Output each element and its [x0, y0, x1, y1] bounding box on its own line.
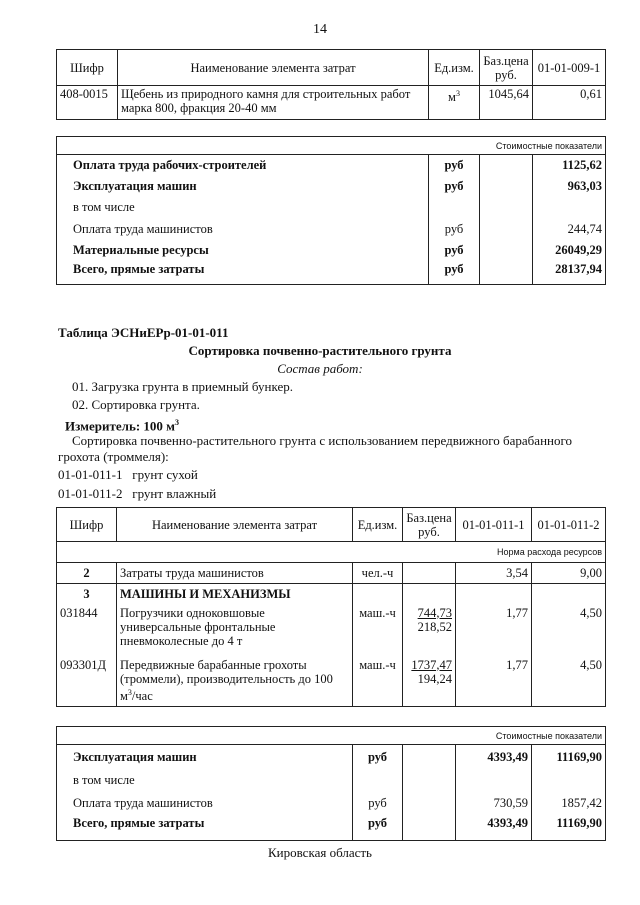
- page-number: 14: [313, 22, 327, 37]
- summary-label: Эксплуатация машин: [57, 745, 353, 769]
- section-label: Стоимостные показатели: [57, 137, 606, 155]
- machine-col1: 1,77: [456, 605, 532, 657]
- cost-table-2: [56, 507, 606, 841]
- machine-name: Погрузчики одноковшовые универсальные фронтальные пневмоколесные до 4 т: [117, 605, 353, 657]
- summary-row: [57, 197, 606, 218]
- variant-label: грунт влажный: [132, 486, 217, 501]
- work-step: 02. Сортировка грунта.: [72, 397, 200, 412]
- summary-row: [57, 261, 606, 285]
- summary-price: [403, 745, 456, 769]
- spacer-cell: [57, 120, 606, 137]
- summary-col2: [532, 769, 606, 791]
- summary-label: Всего, прямые затраты: [57, 815, 353, 841]
- machine-price-bottom: 218,52: [417, 619, 452, 634]
- summary-unit: руб: [353, 791, 403, 815]
- machine-price-top: 1737,47: [411, 657, 452, 672]
- labor-col1: 3,54: [456, 563, 532, 584]
- header-col1: 01-01-009-1: [533, 50, 606, 86]
- item-unit-sup: 3: [455, 89, 460, 98]
- machine-unit: маш.-ч: [353, 605, 403, 657]
- summary-unit: руб: [429, 261, 480, 285]
- header-name: Наименование элемента затрат: [117, 508, 353, 542]
- summary-row: [57, 218, 606, 240]
- summary-price: [480, 155, 533, 176]
- machines-price: [403, 584, 456, 605]
- summary-price: [480, 240, 533, 261]
- machine-name: [117, 657, 353, 707]
- variant-item: [58, 486, 216, 502]
- section-row: [57, 727, 606, 745]
- summary-unit: [429, 197, 480, 218]
- variant-label: грунт сухой: [132, 467, 198, 482]
- item-name: Щебень из природного камня для строительных работ марка 800, фракция 20-40 мм: [118, 86, 429, 120]
- machine-unit: маш.-ч: [353, 657, 403, 707]
- machine-price: [403, 605, 456, 657]
- summary-value: 963,03: [533, 176, 606, 197]
- work-step: 01. Загрузка грунта в приемный бункер.: [72, 379, 293, 394]
- header-base-price: Баз.цена руб.: [480, 50, 533, 86]
- section-label: Стоимостные показатели: [57, 727, 606, 745]
- summary-label: Эксплуатация машин: [57, 176, 429, 197]
- machine-code: 031844: [57, 605, 117, 657]
- table-row: [57, 605, 606, 657]
- machine-name-text: Передвижные барабанные грохоты (троммели), производительность до 100 м: [120, 657, 333, 703]
- description-line: грохота (троммеля):: [58, 449, 169, 464]
- summary-value: 26049,29: [533, 240, 606, 261]
- machines-col1: [456, 584, 532, 605]
- machine-price-top: 744,73: [417, 605, 452, 620]
- variant-item: [58, 467, 198, 483]
- summary-row: [57, 815, 606, 841]
- summary-row: [57, 745, 606, 769]
- section-title: Сортировка почвенно-растительного грунта: [188, 343, 452, 358]
- summary-row: [57, 240, 606, 261]
- summary-label: Всего, прямые затраты: [57, 261, 429, 285]
- labor-name: Затраты труда машинистов: [117, 563, 353, 584]
- header-name: Наименование элемента затрат: [118, 50, 429, 86]
- footer-region: Кировская область: [267, 845, 372, 860]
- summary-label: Оплата труда рабочих-строителей: [57, 155, 429, 176]
- summary-row: [57, 176, 606, 197]
- labor-unit: чел.-ч: [353, 563, 403, 584]
- summary-value: 1125,62: [533, 155, 606, 176]
- table-row: [57, 86, 606, 120]
- machine-col1: 1,77: [456, 657, 532, 707]
- summary-label: Материальные ресурсы: [57, 240, 429, 261]
- norm-label: Норма расхода ресурсов: [57, 542, 606, 563]
- machines-unit: [353, 584, 403, 605]
- machines-col2: [532, 584, 606, 605]
- variant-code: 01-01-011-2: [58, 486, 123, 501]
- table-header-row: [57, 50, 606, 86]
- labor-col2: 9,00: [532, 563, 606, 584]
- summary-col2: 11169,90: [532, 745, 606, 769]
- header-code: Шифр: [57, 50, 118, 86]
- header-base-price: Баз.цена руб.: [403, 508, 456, 542]
- summary-unit: руб: [429, 155, 480, 176]
- summary-row: [57, 791, 606, 815]
- machine-price-bottom: 194,24: [417, 671, 452, 686]
- header-code: Шифр: [57, 508, 117, 542]
- section-row: [57, 137, 606, 155]
- summary-label: в том числе: [57, 769, 353, 791]
- spacer-cell: [57, 707, 606, 727]
- header-col1: 01-01-011-1: [456, 508, 532, 542]
- header-col2: 01-01-011-2: [532, 508, 606, 542]
- summary-unit: руб: [353, 745, 403, 769]
- summary-price: [480, 261, 533, 285]
- item-unit: [429, 86, 480, 120]
- measure-label: Измеритель: 100 м: [65, 418, 176, 434]
- header-unit: Ед.изм.: [429, 50, 480, 86]
- item-unit-text: м: [448, 90, 456, 105]
- summary-col1: [456, 769, 532, 791]
- machine-code: 093301Д: [57, 657, 117, 707]
- table-row: [57, 657, 606, 707]
- machine-name-tail: /час: [131, 688, 153, 703]
- summary-col1: 4393,49: [456, 745, 532, 769]
- summary-row: [57, 155, 606, 176]
- machine-name-sup: 3: [127, 687, 132, 697]
- machine-col2: 4,50: [532, 657, 606, 707]
- machines-code: 3: [57, 584, 117, 605]
- summary-price: [480, 218, 533, 240]
- composition-title: Состав работ:: [277, 361, 363, 376]
- labor-code: 2: [57, 563, 117, 584]
- summary-value: [533, 197, 606, 218]
- machine-col2: 4,50: [532, 605, 606, 657]
- summary-unit: руб: [429, 240, 480, 261]
- measure-unit: [65, 415, 179, 434]
- summary-price: [403, 791, 456, 815]
- cost-table-1: [56, 49, 606, 285]
- summary-col2: 11169,90: [532, 815, 606, 841]
- section-row: [57, 542, 606, 563]
- item-base-price: 1045,64: [480, 86, 533, 120]
- table-row: [57, 563, 606, 584]
- summary-unit: руб: [429, 218, 480, 240]
- summary-unit: [353, 769, 403, 791]
- summary-label: Оплата труда машинистов: [57, 218, 429, 240]
- measure-sup: 3: [175, 418, 180, 427]
- item-col1: 0,61: [533, 86, 606, 120]
- item-code: 408-0015: [57, 86, 118, 120]
- variant-code: 01-01-011-1: [58, 467, 123, 482]
- spacer-row: [57, 707, 606, 727]
- summary-value: 28137,94: [533, 261, 606, 285]
- summary-value: 244,74: [533, 218, 606, 240]
- summary-unit: руб: [429, 176, 480, 197]
- summary-price: [403, 769, 456, 791]
- summary-label: Оплата труда машинистов: [57, 791, 353, 815]
- summary-unit: руб: [353, 815, 403, 841]
- summary-price: [403, 815, 456, 841]
- summary-price: [480, 176, 533, 197]
- spacer-row: [57, 120, 606, 137]
- summary-col1: 4393,49: [456, 815, 532, 841]
- summary-price: [480, 197, 533, 218]
- machines-title: МАШИНЫ И МЕХАНИЗМЫ: [117, 584, 353, 605]
- table-row: [57, 584, 606, 605]
- summary-row: [57, 769, 606, 791]
- description-line: Сортировка почвенно-растительного грунта с использованием передвижного барабанного: [72, 433, 572, 448]
- table-id: Таблица ЭСНиЕРр-01-01-011: [58, 325, 229, 340]
- machine-price: [403, 657, 456, 707]
- summary-label: в том числе: [57, 197, 429, 218]
- summary-col1: 730,59: [456, 791, 532, 815]
- header-unit: Ед.изм.: [353, 508, 403, 542]
- table-header-row: [57, 508, 606, 542]
- labor-price: [403, 563, 456, 584]
- summary-col2: 1857,42: [532, 791, 606, 815]
